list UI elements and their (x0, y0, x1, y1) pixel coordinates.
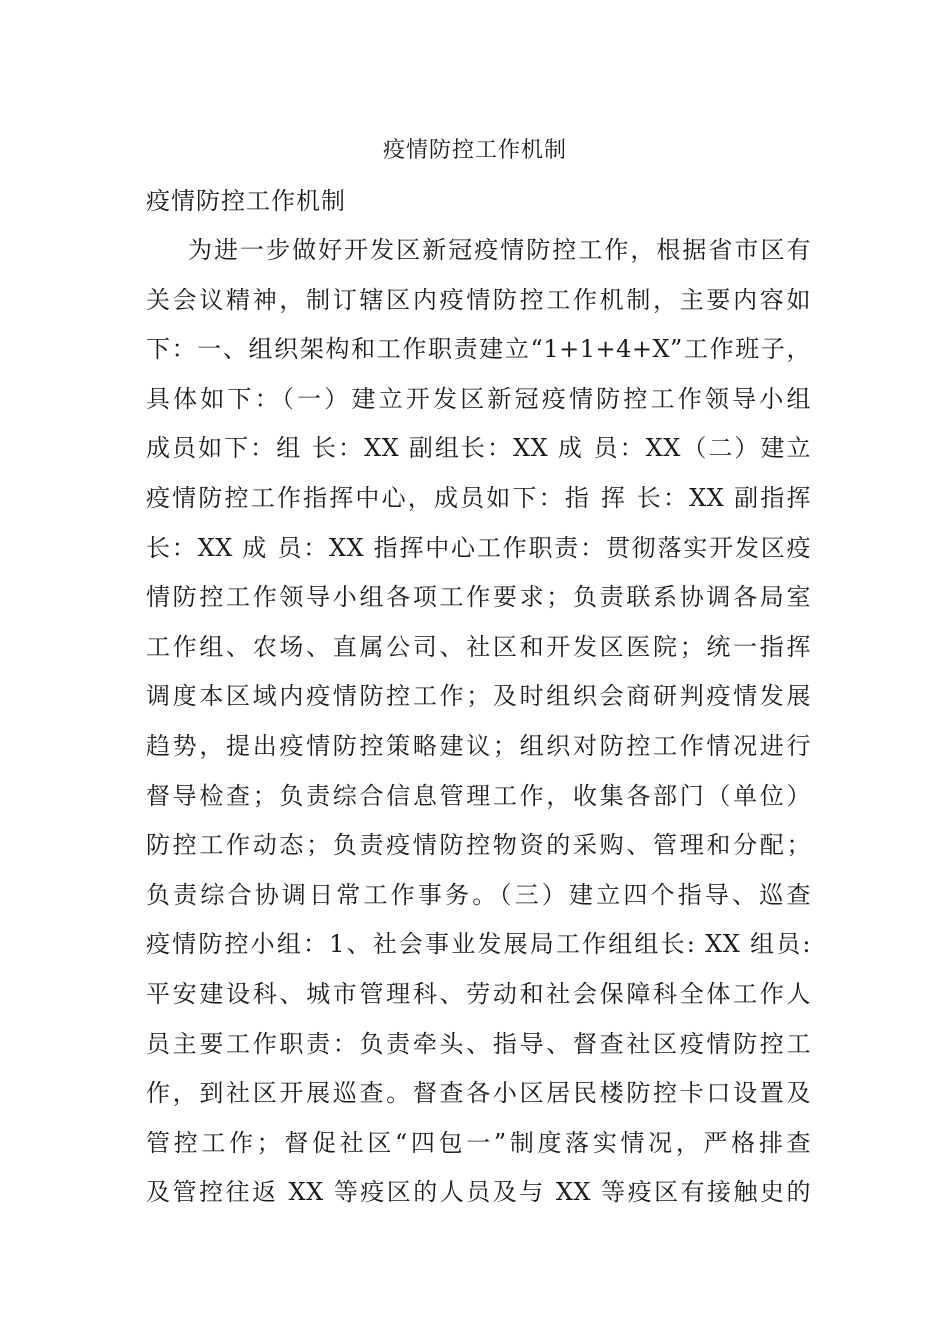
body-line: 疫情防控工作指挥中心，成员如下：指 挥 长：XX 副指挥 (146, 483, 811, 512)
body-line: 调度本区域内疫情防控工作；及时组织会商研判疫情发展 (146, 682, 811, 711)
body-line: 长：XX 成 员：XX 指挥中心工作职责：贯彻落实开发区疫 (146, 533, 811, 562)
body-line: 为进一步做好开发区新冠疫情防控工作，根据省市区有 (188, 236, 811, 264)
document-title: 疫情防控工作机制 (382, 138, 567, 163)
body-line: 下：一、组织架构和工作职责建立“1+1+4+X”工作班子， (146, 335, 811, 364)
body-line: 作，到社区开展巡查。督查各小区居民楼防控卡口设置及 (146, 1079, 811, 1108)
body-line: 平安建设科、城市管理科、劳动和社会保障科全体工作人 (146, 979, 811, 1008)
body-line: 关会议精神，制订辖区内疫情防控工作机制，主要内容如 (146, 285, 811, 314)
body-line: 负责综合协调日常工作事务。（三）建立四个指导、巡查 (146, 880, 811, 909)
document-subtitle: 疫情防控工作机制 (146, 187, 346, 215)
body-line: 防控工作动态；负责疫情防控物资的采购、管理和分配； (146, 831, 811, 860)
body-line: 趋势，提出疫情防控策略建议；组织对防控工作情况进行 (146, 731, 811, 760)
body-line: 员主要工作职责：负责牵头、指导、督查社区疫情防控工 (146, 1029, 811, 1058)
body-line: 督导检查；负责综合信息管理工作，收集各部门（单位） (146, 781, 811, 810)
body-line: 工作组、农场、直属公司、社区和开发区医院；统一指挥 (146, 632, 811, 661)
body-line: 情防控工作领导小组各项工作要求；负责联系协调各局室 (146, 583, 811, 612)
body-line: 具体如下：（一）建立开发区新冠疫情防控工作领导小组 (146, 384, 811, 413)
body-line: 管控工作；督促社区“四包一”制度落实情况，严格排查 (146, 1128, 811, 1157)
document-body (146, 232, 811, 1224)
body-line: 及管控往返 XX 等疫区的人员及与 XX 等疫区有接触史的 (146, 1178, 811, 1207)
body-line: 疫情防控小组：1、社会事业发展局工作组组长: XX 组员: (146, 930, 811, 959)
body-line: 成员如下：组 长：XX 副组长：XX 成 员：XX（二）建立 (146, 434, 811, 463)
